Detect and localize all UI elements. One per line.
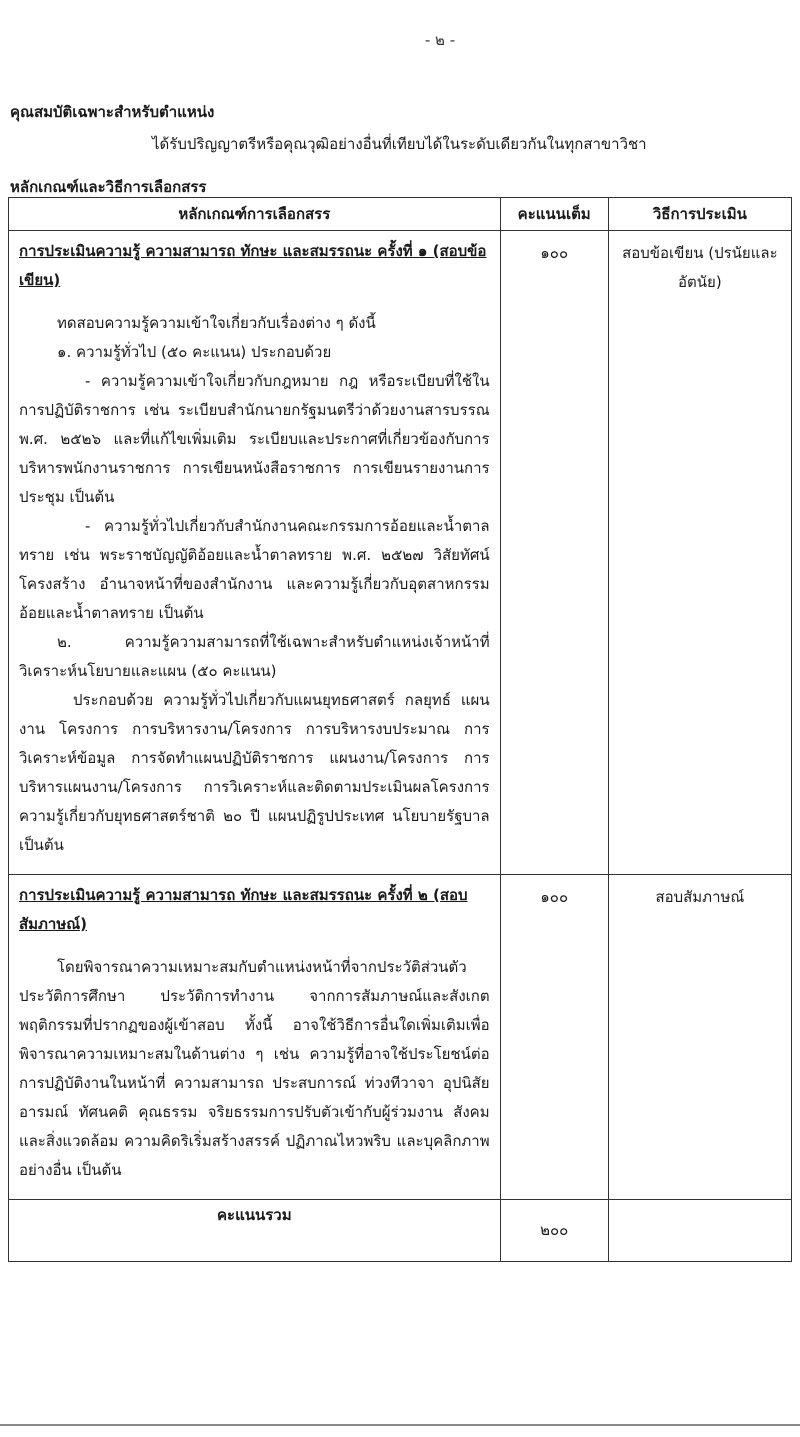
round1-item1-a: - ความรู้ความเข้าใจเกี่ยวกับกฎหมาย กฎ หรือระเบียบที่ใช้ในการปฏิบัติราชการ เช่น ระเบียบสำนักนายกรัฐมนตรีว่าด้วยงานสารบรรณ พ.ศ. ๒๕๒๖ และที่แก้ไขเพิ่มเติม ระเบียบและประกาศที่เกี่ยวข้องกับการบริหารพนักงานราชการ การเขียนหนังสือราชการ การเขียนรายงานการประชุม เป็นต้น — [19, 372, 490, 506]
table-row-round2 — [9, 875, 792, 1200]
criteria-heading: หลักเกณฑ์และวิธีการเลือกสรร — [10, 178, 207, 196]
round1-score: ๑๐๐ — [500, 231, 608, 875]
header-score: คะแนนเต็ม — [500, 198, 608, 231]
round1-criteria-cell — [9, 231, 501, 875]
total-label: คะแนนรวม — [9, 1200, 501, 1262]
round1-item2-detail: ประกอบด้วย ความรู้ทั่วไปเกี่ยวกับแผนยุทธศาสตร์ กลยุทธ์ แผนงาน โครงการ การบริหารงาน/โครงการ การบริหารงบประมาณ การวิเคราะห์ข้อมูล การจัดทำแผนปฏิบัติราชการ แผนงาน/โครงการ การบริหารแผนงาน/โครงการ การวิเคราะห์และติดตามประเมินผลโครงการ ความรู้เกี่ยวกับยุทธศาสตร์ชาติ ๒๐ ปี แผนปฏิรูปประเทศ นโยบายรัฐบาล เป็นต้น — [19, 691, 490, 854]
header-criteria: หลักเกณฑ์การเลือกสรร — [9, 198, 501, 231]
round1-item1: ๑. ความรู้ทั่วไป (๕๐ คะแนน) ประกอบด้วย — [57, 343, 332, 361]
footer-divider — [0, 1424, 800, 1426]
header-method: วิธีการประเมิน — [608, 198, 791, 231]
round1-item2: ๒. ความรู้ความสามารถที่ใช้เฉพาะสำหรับตำแหน่งเจ้าหน้าที่วิเคราะห์นโยบายและแผน (๕๐ คะแนน) — [19, 633, 490, 680]
round2-detail: โดยพิจารณาความเหมาะสมกับตำแหน่งหน้าที่จากประวัติส่วนตัว ประวัติการศึกษา ประวัติการทำงาน จากการสัมภาษณ์และสังเกตพฤติกรรมที่ปรากฏของผู้เข้าสอบ ทั้งนี้ อาจใช้วิธีการอื่นใดเพิ่มเติมเพื่อพิจารณาความเหมาะสมในด้านต่าง ๆ เช่น ความรู้ที่อาจใช้ประโยชน์ต่อการปฏิบัติงานในหน้าที่ ความสามารถ ประสบการณ์ ท่วงทีวาจา อุปนิสัย อารมณ์ ทัศนคติ คุณธรรม จริยธรรมการปรับตัวเข้ากับผู้ร่วมงาน สังคมและสิ่งแวดล้อม ความคิดริเริ่มสร้างสรรค์ ปฏิภาณไหวพริบ และบุคลิกภาพอย่างอื่น เป็นต้น — [19, 958, 490, 1179]
table-row-round1 — [9, 231, 792, 875]
round1-item1-b: - ความรู้ทั่วไปเกี่ยวกับสำนักงานคณะกรรมการอ้อยและน้ำตาลทราย เช่น พระราชบัญญัติอ้อยและน้ำตาลทราย พ.ศ. ๒๕๒๗ วิสัยทัศน์ โครงสร้าง อำนาจหน้าที่ของสำนักงาน และความรู้เกี่ยวกับอุตสาหกรรมอ้อยและน้ำตาลทราย เป็นต้น — [19, 517, 490, 622]
table-header-row — [9, 198, 792, 231]
round2-criteria-cell — [9, 875, 501, 1200]
round2-method: สอบสัมภาษณ์ — [608, 875, 791, 1200]
round1-title: การประเมินความรู้ ความสามารถ ทักษะ และสมรรถนะ ครั้งที่ ๑ (สอบข้อเขียน) — [19, 242, 487, 289]
total-score: ๒๐๐ — [500, 1200, 608, 1262]
qualifications-heading: คุณสมบัติเฉพาะสำหรับตำแหน่ง — [10, 103, 215, 121]
table-row-total — [9, 1200, 792, 1262]
round1-method: สอบข้อเขียน (ปรนัยและอัตนัย) — [608, 231, 791, 875]
criteria-table — [8, 197, 792, 1262]
round1-intro: ทดสอบความรู้ความเข้าใจเกี่ยวกับเรื่องต่าง ๆ ดังนี้ — [57, 314, 376, 332]
round2-score: ๑๐๐ — [500, 875, 608, 1200]
qualifications-text: ได้รับปริญญาตรีหรือคุณวุฒิอย่างอื่นที่เทียบได้ในระดับเดียวกันในทุกสาขาวิชา — [152, 135, 647, 153]
round2-title: การประเมินความรู้ ความสามารถ ทักษะ และสมรรถนะ ครั้งที่ ๒ (สอบสัมภาษณ์) — [19, 886, 468, 933]
page-number: - ๒ - — [424, 31, 456, 49]
total-method — [608, 1200, 791, 1262]
